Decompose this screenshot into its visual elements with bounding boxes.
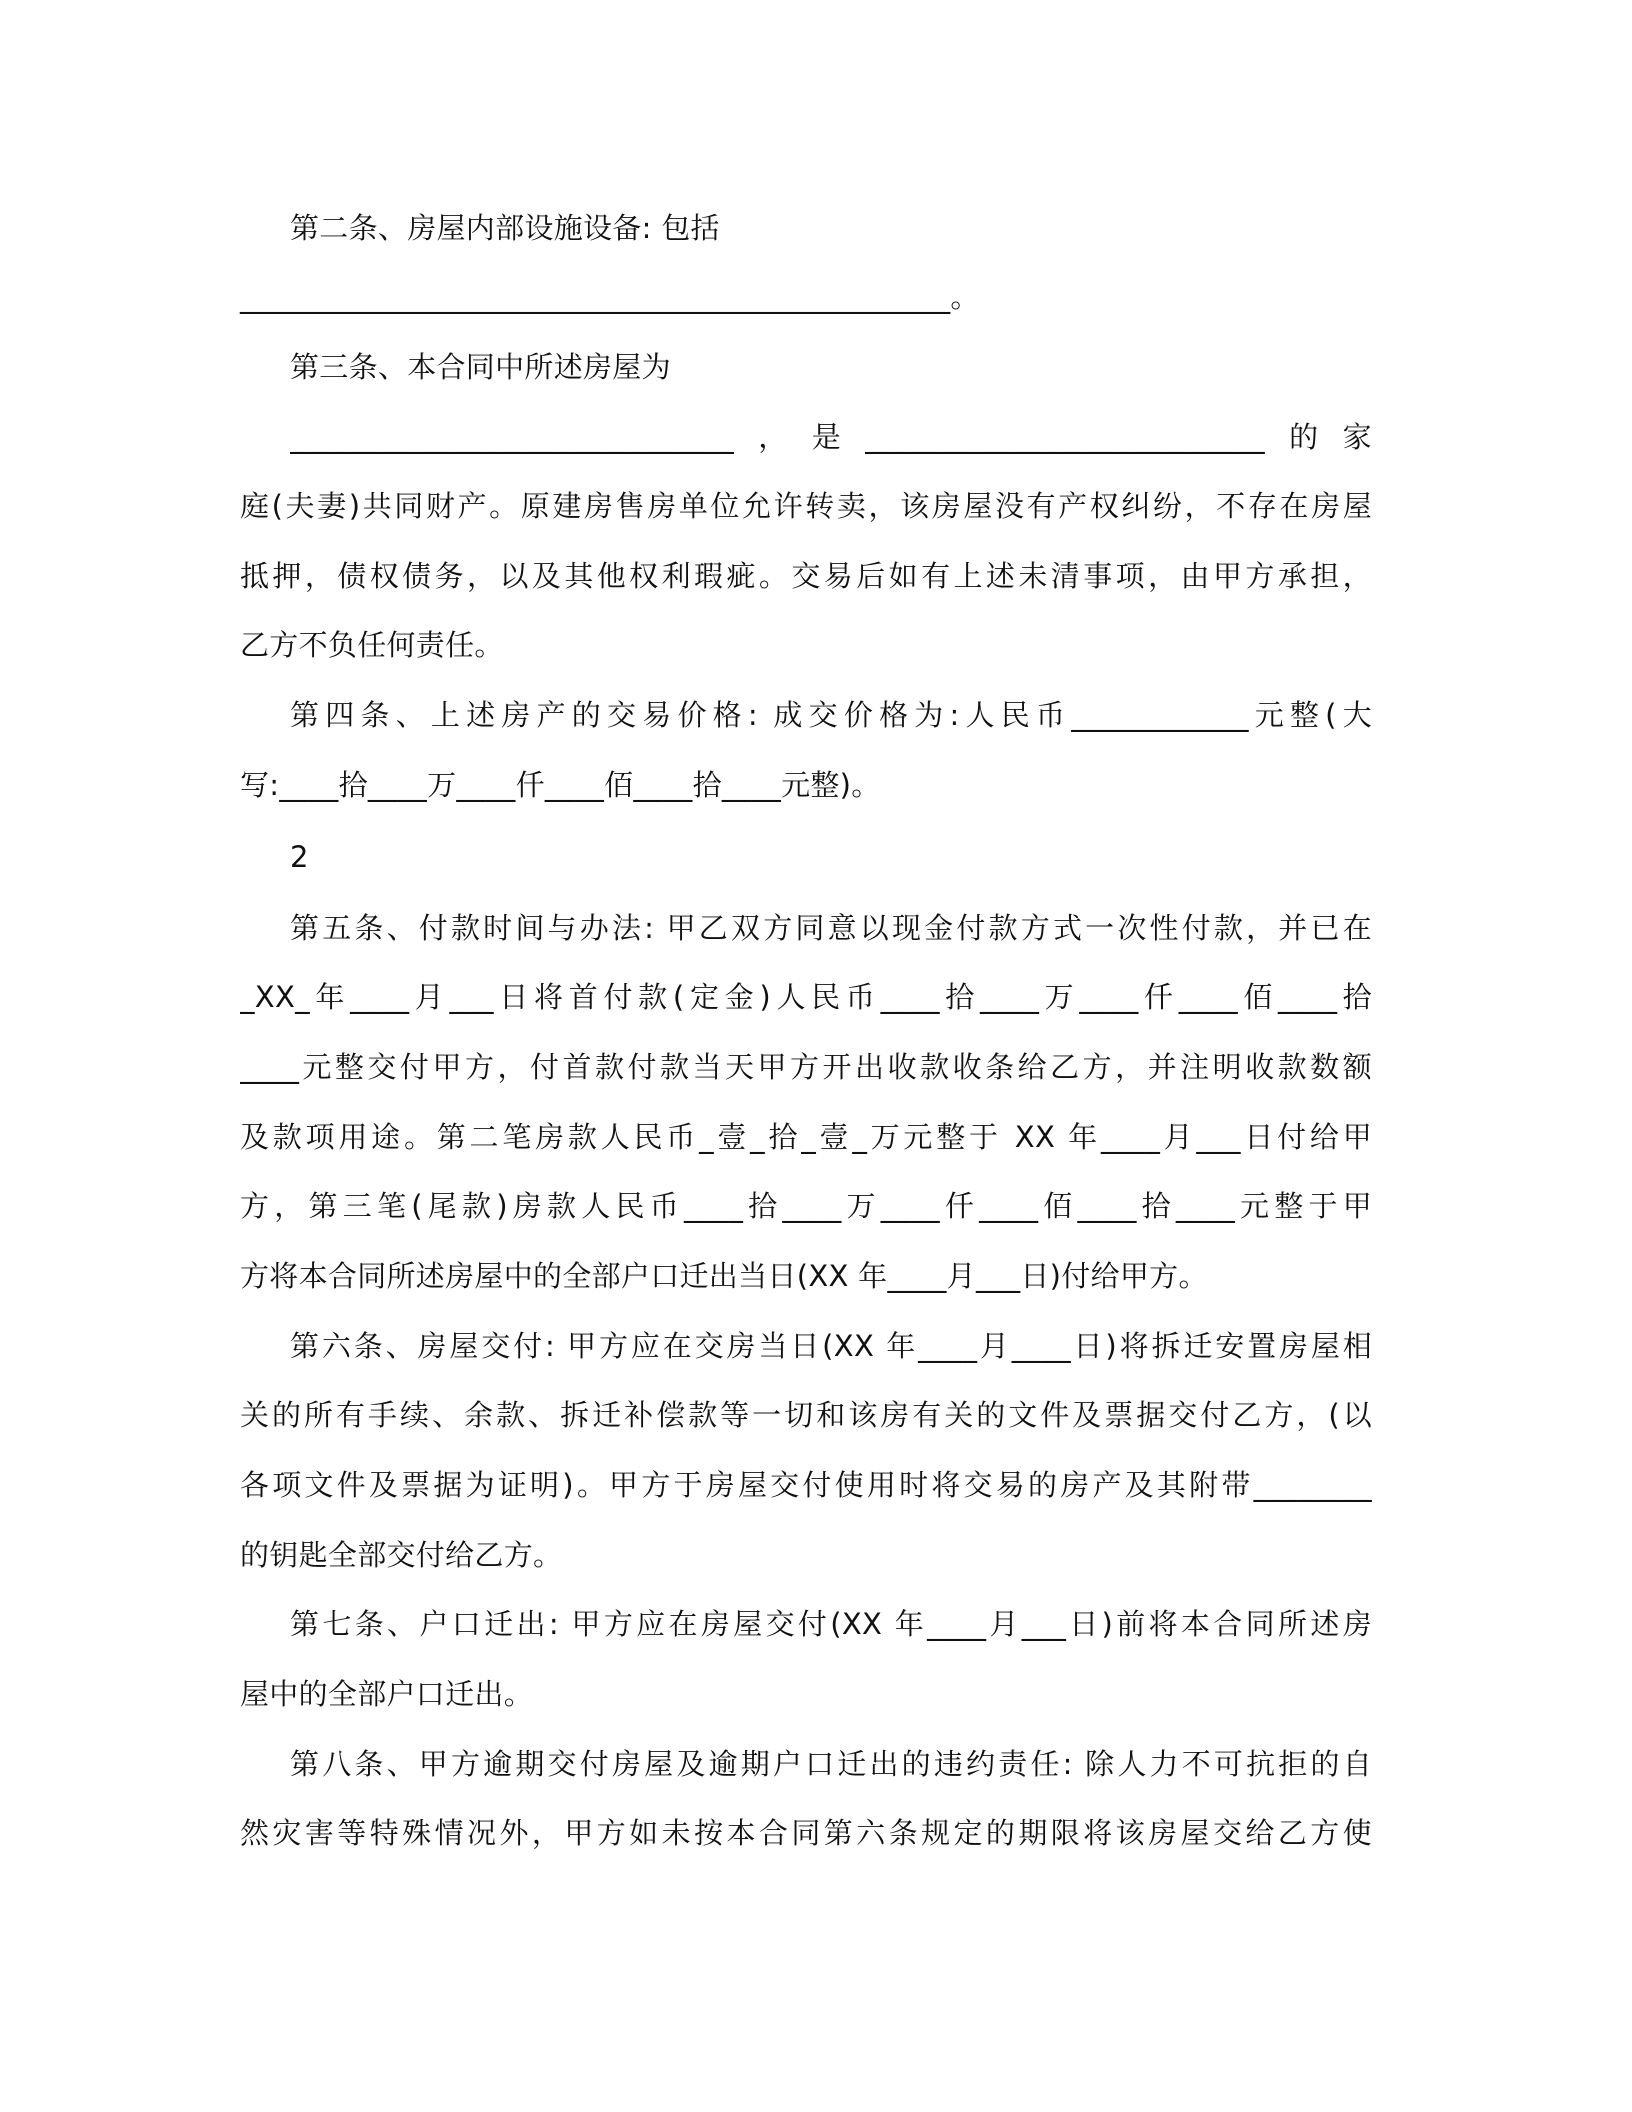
article-3-line: 庭(夫妻)共同财产。原建房售房单位允许转卖，该房屋没有产权纠纷，不存在房屋 (240, 489, 1372, 523)
article-3-line: 抵押，债权债务，以及其他权利瑕疵。交易后如有上述未清事项，由甲方承担， (240, 559, 1372, 593)
article-5-line: _XX_年____月___日将首付款(定金)人民币____拾____万____仟____佰____拾 (240, 980, 1372, 1014)
article-5-line: 及款项用途。第二笔房款人民币_壹_拾_壹_万元整于 XX 年____月___日付给甲 (240, 1120, 1372, 1154)
article-5-line: 方，第三笔(尾款)房款人民币____拾____万____仟____佰____拾____元整于甲 (240, 1189, 1372, 1223)
article-5-line: 方将本合同所述房屋中的全部户口迁出当日(XX 年____月___日)付给甲方。 (240, 1259, 1208, 1293)
article-6-line: 的钥匙全部交付给乙方。 (240, 1538, 563, 1572)
article-7-heading: 第七条、户口迁出: 甲方应在房屋交付(XX 年____月___日)前将本合同所述房 (290, 1607, 1372, 1641)
article-8-line: 然灾害等特殊情况外，甲方如未按本合同第六条规定的期限将该房屋交给乙方使 (240, 1816, 1372, 1850)
article-7-line: 屋中的全部户口迁出。 (240, 1677, 534, 1711)
article-5-line: ____元整交付甲方，付首款付款当天甲方开出收款收条给乙方，并注明收款数额 (240, 1050, 1372, 1084)
article-3-line: 乙方不负任何责任。 (240, 628, 504, 662)
article-2-blank-line: ________________________________________________。 (240, 280, 980, 314)
article-2-heading: 第二条、房屋内部设施设备: 包括 (290, 211, 720, 245)
article-5-heading: 第五条、付款时间与办法: 甲乙双方同意以现金付款方式一次性付款，并已在 (290, 911, 1372, 945)
article-8-heading: 第八条、甲方逾期交付房屋及逾期户口迁出的违约责任: 除人力不可抗拒的自 (290, 1747, 1372, 1781)
article-4-heading: 第四条、上述房产的交易价格: 成交价格为:人民币____________元整(大 (290, 698, 1372, 732)
article-3-heading: 第三条、本合同中所述房屋为 (290, 350, 671, 384)
article-6-heading: 第六条、房屋交付: 甲方应在交房当日(XX 年____月____日)将拆迁安置房屋相 (290, 1329, 1372, 1363)
page-number: 2 (290, 840, 309, 874)
article-6-line: 关的所有手续、余款、拆迁补偿款等一切和该房有关的文件及票据交付乙方，(以 (240, 1398, 1372, 1432)
article-6-line: 各项文件及票据为证明)。甲方于房屋交付使用时将交易的房产及其附带________ (240, 1468, 1372, 1502)
article-4-line: 写:____拾____万____仟____佰____拾____元整)。 (240, 768, 881, 802)
article-3-line: ______________________________，是___________________________的家 (290, 420, 1372, 454)
